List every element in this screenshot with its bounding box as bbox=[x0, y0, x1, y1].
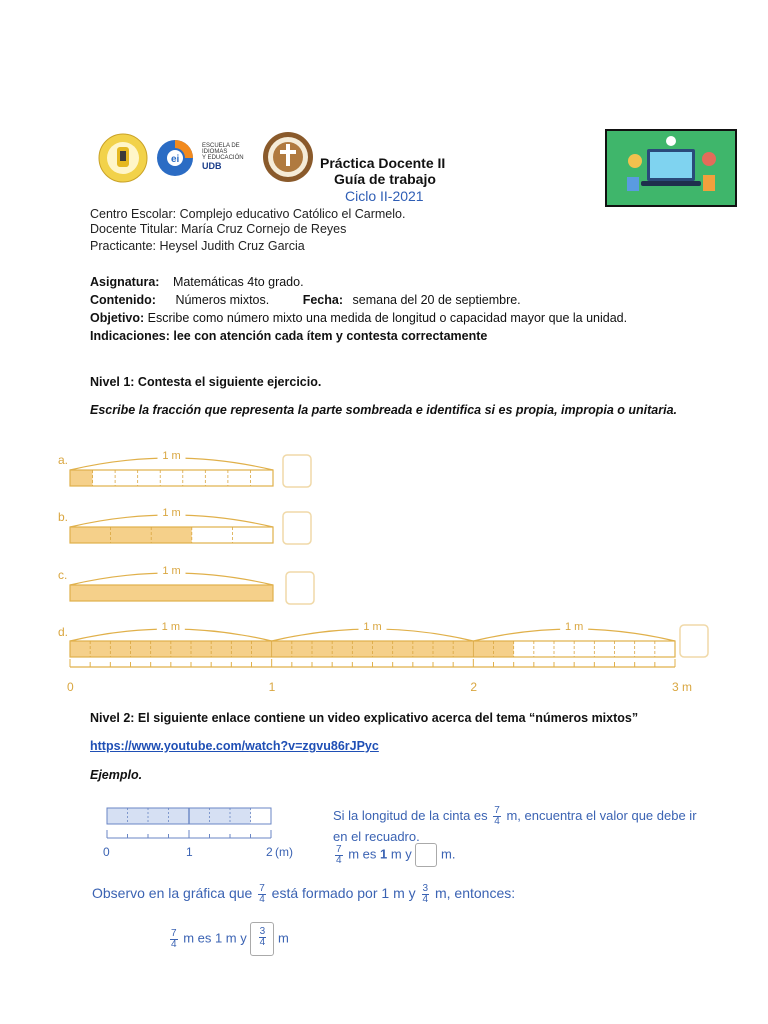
observation-line bbox=[92, 884, 515, 905]
obs2: está formado por 1 m y bbox=[271, 885, 416, 902]
unit-label: 1 m bbox=[564, 621, 584, 633]
answer-box[interactable] bbox=[415, 843, 437, 867]
fraction-7-4-c bbox=[258, 884, 266, 905]
axis-label: 3 m bbox=[672, 680, 693, 694]
date-label: Fecha: bbox=[302, 293, 344, 307]
frac-den-c: 4 bbox=[259, 894, 265, 905]
shaded-part bbox=[70, 527, 192, 543]
frac-num-b: 7 bbox=[336, 843, 342, 855]
fraction-7-4-b bbox=[335, 845, 343, 866]
frac-den-b: 4 bbox=[336, 854, 342, 866]
escuela-idiomas-logo bbox=[155, 135, 255, 181]
q4c: m y bbox=[390, 846, 412, 862]
objective-value: Escribe como número mixto una medida de longitud o capacidad mayor que la unidad. bbox=[147, 311, 628, 325]
answer-box-filled bbox=[250, 922, 274, 956]
level1-title: Nivel 1: Contesta el siguiente ejercicio. bbox=[90, 375, 322, 389]
content-label: Contenido: bbox=[90, 293, 156, 307]
objective-line bbox=[90, 311, 627, 325]
udb-university-logo bbox=[98, 133, 148, 183]
example-shaded bbox=[107, 808, 251, 824]
ans-a: m es 1 m y bbox=[183, 930, 247, 946]
fraction-3-4-b bbox=[259, 927, 267, 948]
frac-den-d: 4 bbox=[171, 938, 177, 950]
unit-label: 1 m bbox=[363, 621, 382, 633]
answer-box bbox=[286, 572, 314, 604]
shaded-part bbox=[70, 585, 273, 601]
ans-b: m bbox=[278, 930, 289, 946]
example-axis-0: 0 bbox=[103, 845, 110, 859]
computer-learning-illustration bbox=[605, 129, 737, 207]
logo2-line1: ESCUELA DE IDIOMAS bbox=[202, 143, 240, 155]
example-axis-unit: (m) bbox=[275, 845, 293, 859]
teacher-name: Docente Titular: María Cruz Cornejo de Reyes bbox=[90, 222, 347, 236]
q4b: 1 bbox=[379, 846, 388, 862]
youtube-link[interactable]: https://www.youtube.com/watch?v=zgvu86rJPyc bbox=[90, 739, 379, 753]
frac2-den: 4 bbox=[422, 894, 429, 905]
subject-label: Asignatura: bbox=[90, 275, 160, 289]
example-question-line3 bbox=[333, 843, 456, 867]
student-teacher-name: Practicante: Heysel Judith Cruz Garcia bbox=[90, 239, 305, 253]
item-letter: b. bbox=[58, 510, 69, 524]
item-letter: d. bbox=[58, 625, 69, 639]
unit-label: 1 m bbox=[161, 621, 181, 633]
answer-box bbox=[283, 512, 311, 544]
frac-num-d: 7 bbox=[171, 927, 177, 939]
objective-label: Objetivo: bbox=[90, 311, 145, 325]
obs3: m, entonces: bbox=[434, 885, 516, 902]
subject-line bbox=[90, 275, 304, 289]
tape-outline bbox=[70, 470, 273, 486]
fraction-3-4 bbox=[422, 884, 430, 905]
practice-title: Práctica Docente II bbox=[320, 155, 446, 171]
content-value: Números mixtos. bbox=[175, 293, 270, 307]
logo2-line2: Y EDUCACIÓN bbox=[202, 155, 244, 161]
frac-den: 4 bbox=[494, 816, 500, 827]
obs1: Observo en la gráfica que bbox=[92, 885, 253, 902]
example-axis-1: 1 bbox=[186, 845, 193, 859]
school-seal-logo bbox=[262, 130, 314, 184]
date-value: semana del 20 de septiembre. bbox=[352, 293, 521, 307]
tape-diagrams bbox=[0, 430, 768, 700]
answer-line bbox=[168, 922, 289, 956]
frac-num-c: 7 bbox=[259, 883, 265, 894]
frac2-den-b: 4 bbox=[259, 937, 266, 948]
q4d: m. bbox=[441, 846, 456, 862]
q-part2: m, encuentra el valor que debe ir bbox=[506, 807, 697, 823]
frac-num: 7 bbox=[494, 805, 500, 816]
logo2-line3: UDB bbox=[202, 161, 222, 171]
frac2-num: 3 bbox=[422, 883, 429, 894]
frac2-num-b: 3 bbox=[259, 926, 266, 937]
axis-label: 2 bbox=[470, 680, 478, 694]
fraction-7-4-d bbox=[170, 929, 178, 950]
axis-label: 0 bbox=[67, 680, 74, 694]
unit-label: 1 m bbox=[162, 565, 181, 577]
axis-label: 1 bbox=[268, 680, 276, 694]
example-tape bbox=[95, 800, 310, 865]
answer-box bbox=[283, 455, 311, 487]
example-question-line2: en el recuadro. bbox=[333, 829, 420, 844]
school-name: Centro Escolar: Complejo educativo Católico el Carmelo. bbox=[90, 207, 406, 221]
svg-text:ei: ei bbox=[171, 154, 180, 165]
answer-box bbox=[680, 625, 708, 657]
instructions-line: Indicaciones: lee con atención cada ítem y contesta correctamente bbox=[90, 329, 488, 343]
unit-label: 1 m bbox=[162, 450, 181, 462]
q-part1: Si la longitud de la cinta es bbox=[333, 807, 488, 823]
shaded-part bbox=[70, 470, 93, 486]
example-axis-2: 2 bbox=[266, 845, 273, 859]
unit-label: 1 m bbox=[162, 507, 181, 519]
guide-title: Guía de trabajo bbox=[334, 171, 436, 187]
item-letter: a. bbox=[58, 453, 69, 467]
fraction-7-4 bbox=[493, 806, 501, 827]
content-line bbox=[90, 293, 521, 307]
q4a: m es bbox=[348, 846, 377, 862]
cycle-label: Ciclo II-2021 bbox=[345, 188, 424, 204]
level2-title: Nivel 2: El siguiente enlace contiene un video explicativo acerca del tema “números mixtos” bbox=[90, 711, 639, 725]
level1-instruction: Escribe la fracción que representa la parte sombreada e identifica si es propia, impropia o unitaria. bbox=[90, 403, 677, 417]
example-label: Ejemplo. bbox=[90, 768, 143, 782]
item-letter: c. bbox=[58, 568, 68, 582]
subject-value: Matemáticas 4to grado. bbox=[172, 275, 304, 289]
example-question-line1 bbox=[333, 806, 697, 827]
